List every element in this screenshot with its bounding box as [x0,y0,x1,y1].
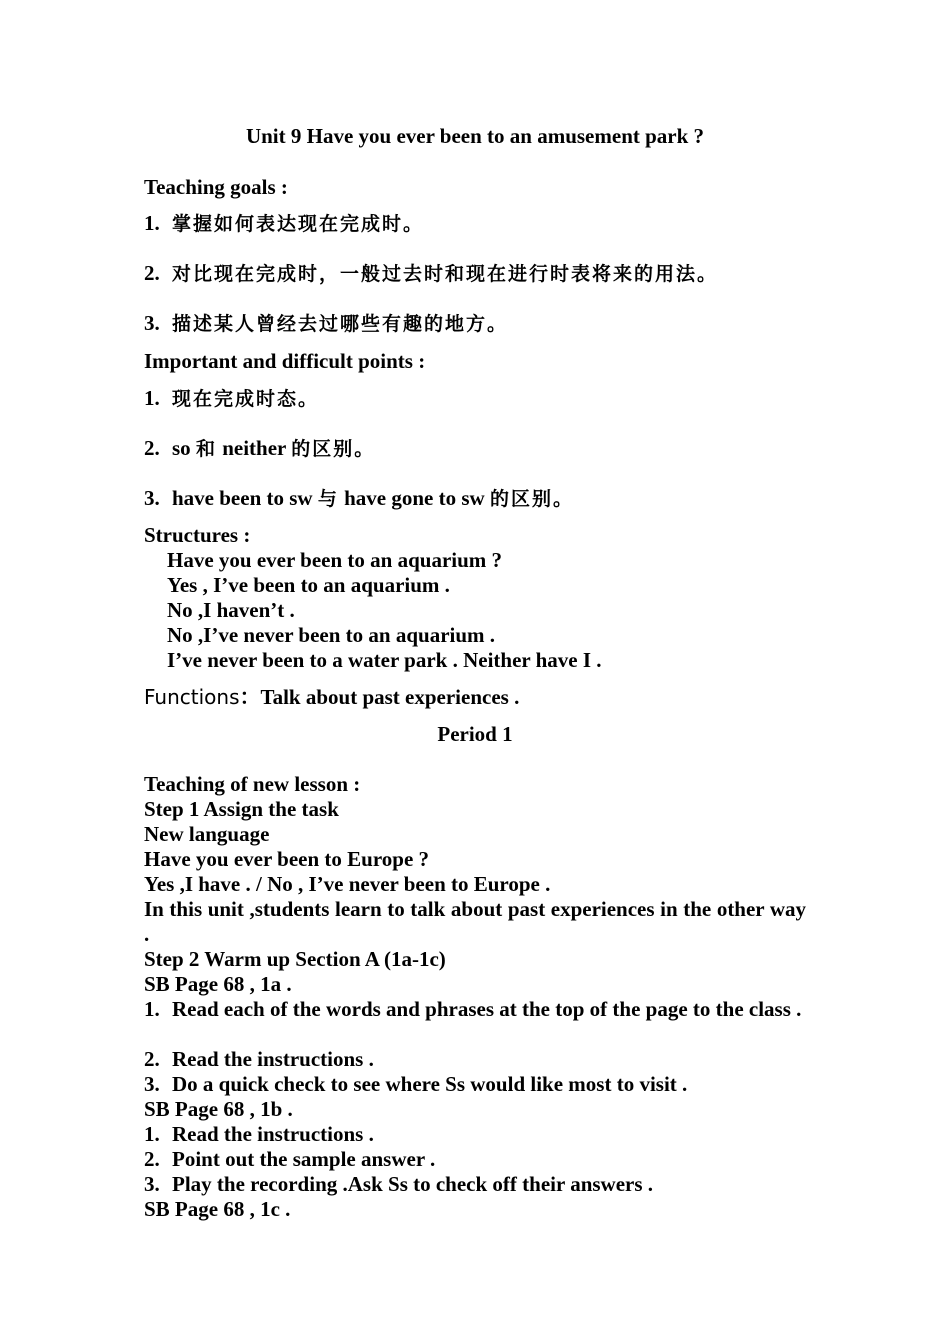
list-number: 2. [144,1047,160,1071]
point-text-cn: 和 [195,438,217,460]
unit-description: In this unit ,students learn to talk about past experiences in the other way . [144,897,806,946]
list-number: 1. [144,1122,160,1146]
point-item [144,386,806,412]
example-answer: Yes ,I have . / No , I’ve never been to Europe . [144,872,551,896]
teaching-goals-heading: Teaching goals : [144,175,288,199]
sb-page-1b: SB Page 68 , 1b . [144,1097,293,1121]
step-2-heading: Step 2 Warm up Section A (1a-1c) [144,947,446,971]
structures-heading: Structures : [144,523,251,547]
list-item: Read the instructions . [172,1122,374,1146]
sb-page-1c: SB Page 68 , 1c . [144,1197,291,1221]
structure-line: I’ve never been to a water park . Neither have I . [167,648,602,672]
list-number: 1. [144,997,160,1021]
list-item: Point out the sample answer . [172,1147,436,1171]
point-text-en: so [172,436,191,460]
goal-number: 1. [144,211,160,235]
functions-text: Talk about past experiences . [260,685,520,709]
period-heading: Period 1 [437,722,513,746]
point-number: 1. [144,386,160,410]
goal-text: 描述某人曾经去过哪些有趣的地方。 [172,313,509,335]
point-text-en: have been to sw [172,486,313,510]
structure-line: No ,I haven’t . [167,598,295,622]
goal-item [144,261,806,287]
goal-text: 掌握如何表达现在完成时。 [172,213,425,235]
point-item [144,486,806,512]
goal-number: 3. [144,311,160,335]
functions-label: Functions [144,685,240,709]
point-text-cn: 的区别。 [489,488,574,510]
list-number: 3. [144,1172,160,1196]
new-language-label: New language [144,822,270,846]
goal-item [144,311,806,337]
point-number: 3. [144,486,160,510]
point-number: 2. [144,436,160,460]
point-text-en: neither [222,436,286,460]
goal-item [144,211,806,237]
goal-text: 对比现在完成时，一般过去时和现在进行时表将来的用法。 [172,263,719,285]
point-text-cn: 的区别。 [291,438,376,460]
list-item: Read each of the words and phrases at the top of the page to the class . [172,997,802,1021]
point-item [144,436,806,462]
goal-number: 2. [144,261,160,285]
list-item: Do a quick check to see where Ss would like most to visit . [172,1072,688,1096]
sb-page-1a: SB Page 68 , 1a . [144,972,292,996]
list-item: Play the recording .Ask Ss to check off their answers . [172,1172,654,1196]
important-points-heading: Important and difficult points : [144,349,426,373]
document-title: Unit 9 Have you ever been to an amusement park ? [245,124,705,148]
point-text-cn: 与 [317,488,339,510]
functions-separator: ： [239,685,261,709]
lesson-heading: Teaching of new lesson : [144,772,361,796]
functions-line [144,685,806,710]
point-text-en: have gone to sw [344,486,485,510]
structure-line: Yes , I’ve been to an aquarium . [167,573,450,597]
structure-line: Have you ever been to an aquarium ? [167,548,503,572]
structure-line: No ,I’ve never been to an aquarium . [167,623,496,647]
list-number: 3. [144,1072,160,1096]
list-item: Read the instructions . [172,1047,374,1071]
example-question: Have you ever been to Europe ? [144,847,430,871]
list-number: 2. [144,1147,160,1171]
step-1-heading: Step 1 Assign the task [144,797,339,821]
point-text: 现在完成时态。 [172,388,320,410]
